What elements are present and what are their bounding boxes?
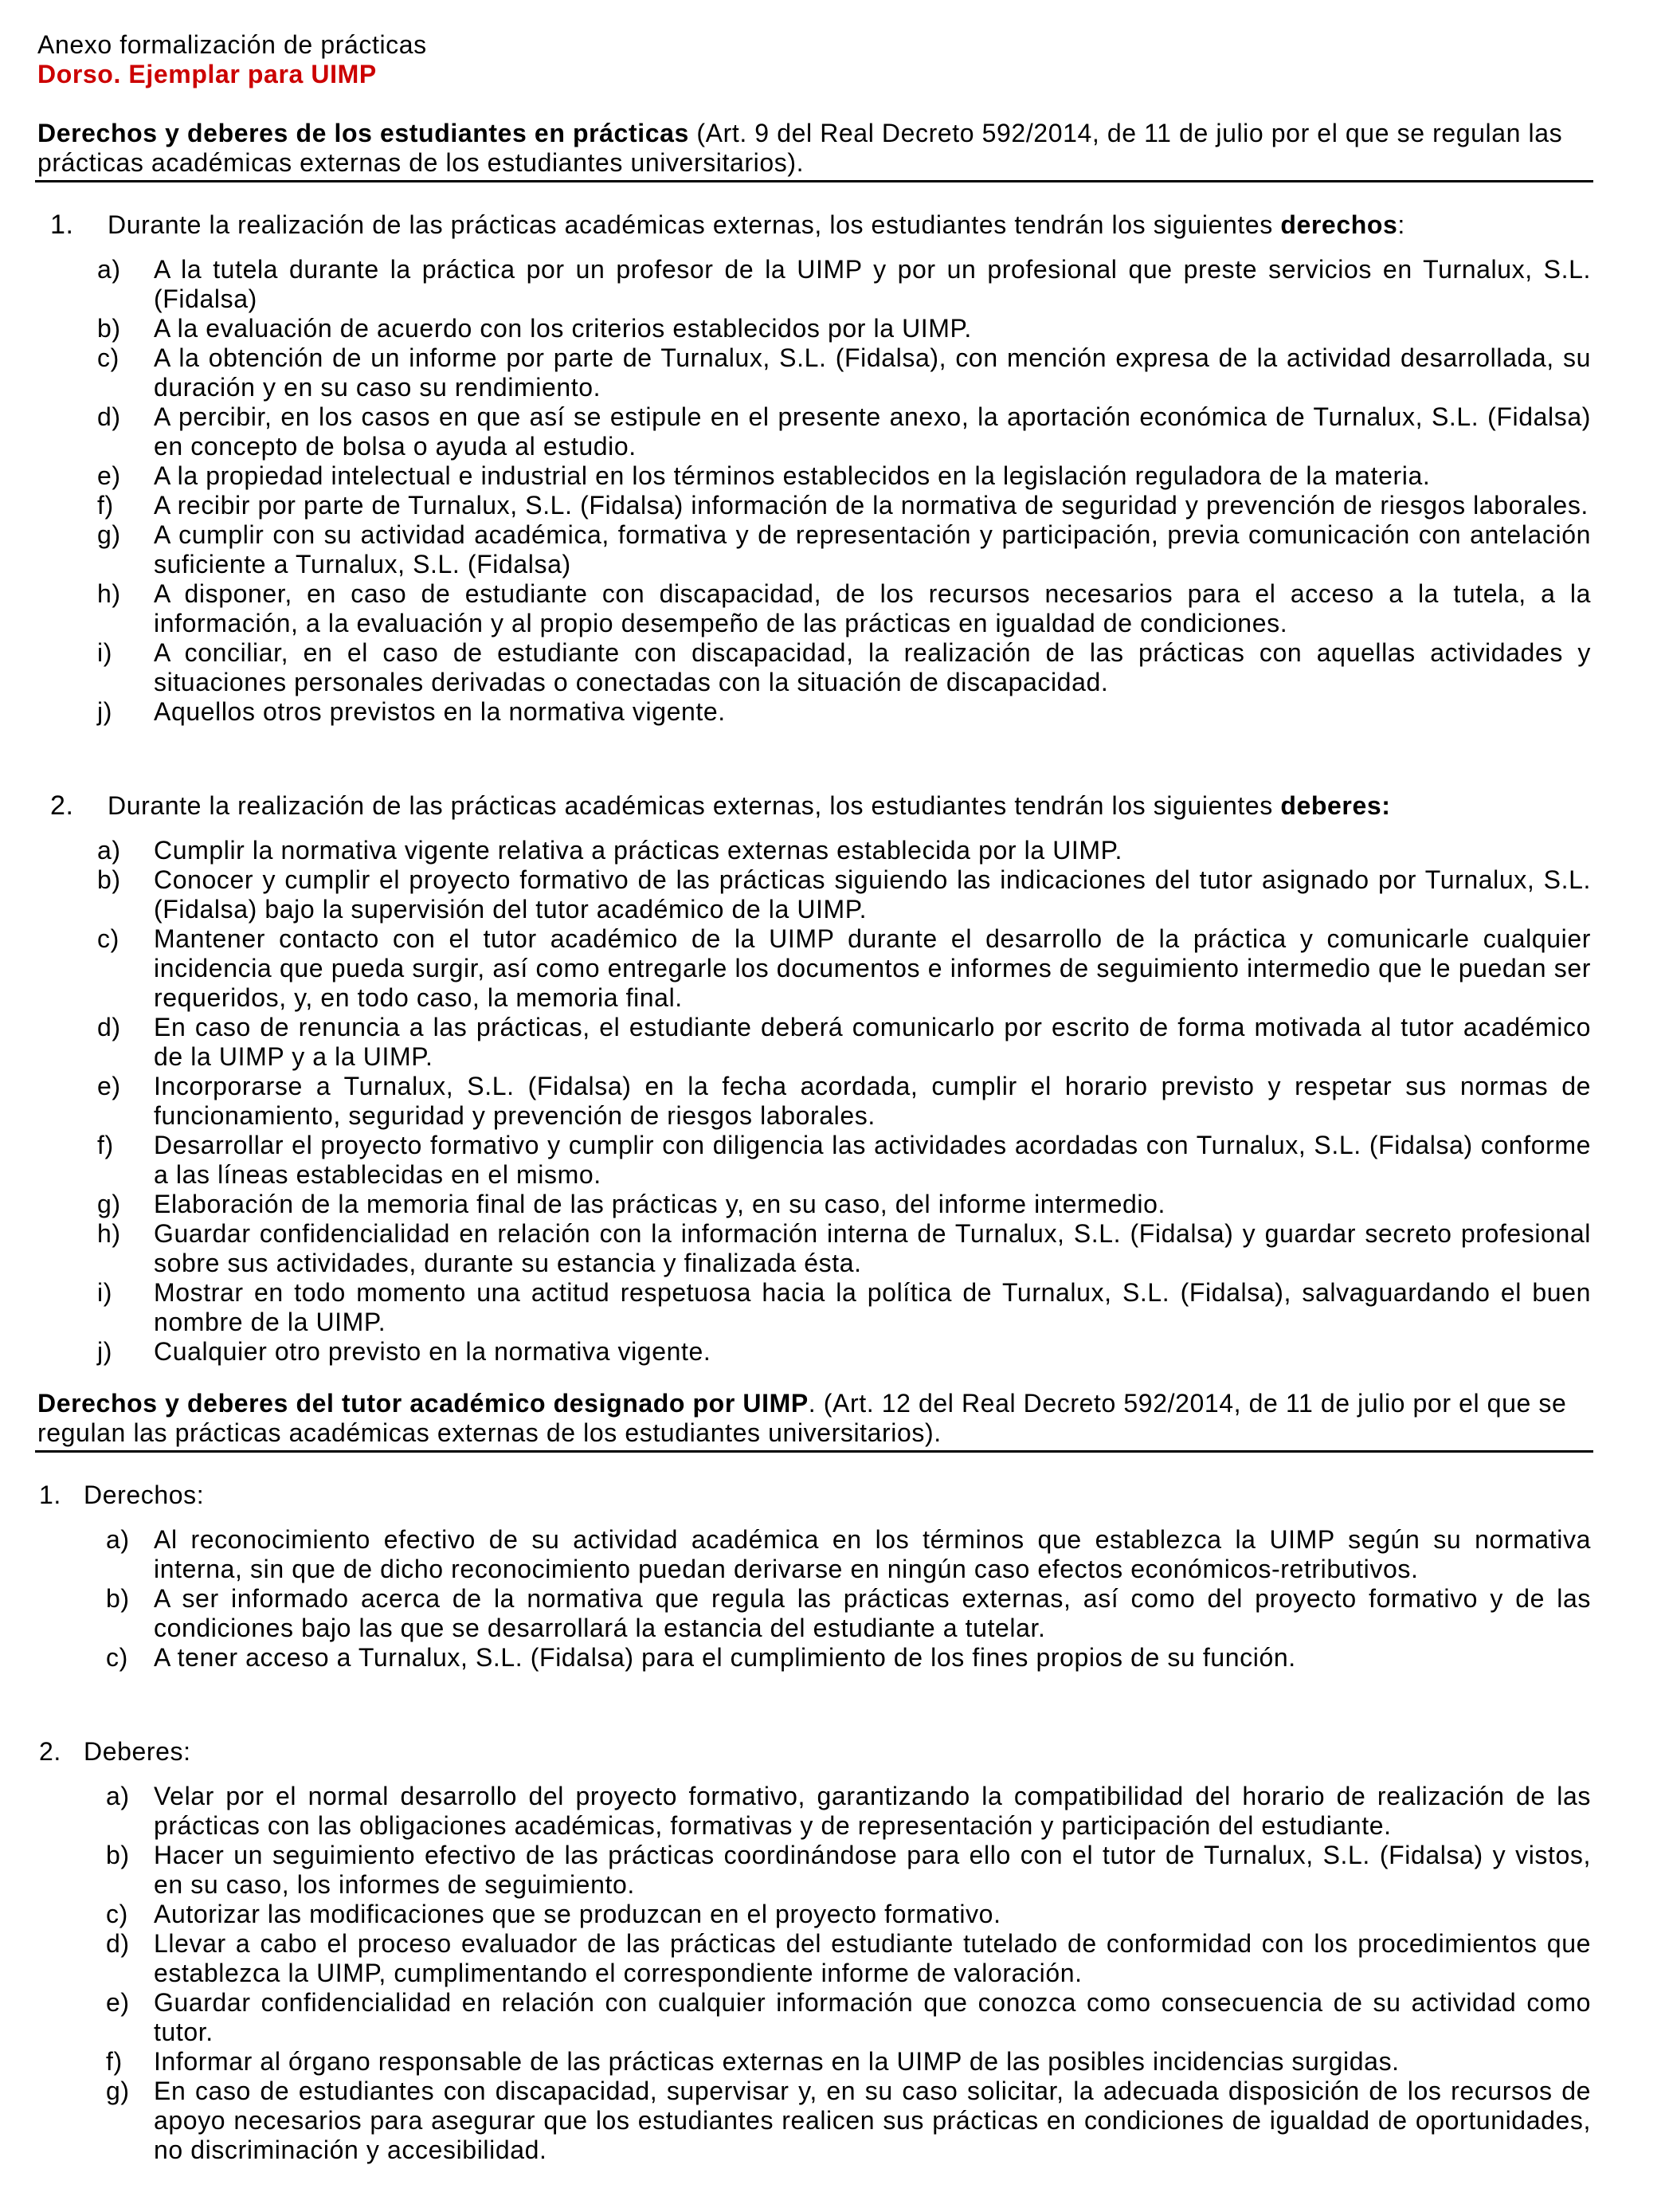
list-item [37, 1219, 1591, 1278]
item-text: A disponer, en caso de estudiante con discapacidad, de los recursos necesarios para el acceso a la tutela, a la información, a la evaluación y al propio desempeño de las prácticas en igualdad de condiciones. [154, 579, 1591, 637]
list-item [37, 1841, 1591, 1900]
item-text: Mostrar en todo momento una actitud respetuosa hacia la política de Turnalux, S.L. (Fidalsa), salvaguardando el buen nombre de la UIMP. [154, 1278, 1591, 1336]
group-number: 1. [50, 210, 74, 240]
item-text: Hacer un seguimiento efectivo de las prácticas coordinándose para ello con el tutor de Turnalux, S.L. (Fidalsa) y vistos, en su caso, los informes de seguimiento. [154, 1841, 1591, 1899]
item-label: b) [106, 1841, 130, 1869]
list-item [37, 461, 1591, 491]
item-text: Incorporarse a Turnalux, S.L. (Fidalsa) en la fecha acordada, cumplir el horario previsto y respetar sus normas de funcionamiento, seguridad y prevención de riesgos laborales. [154, 1072, 1591, 1130]
list-item [37, 836, 1591, 865]
list-item [37, 1525, 1591, 1584]
item-list [37, 1782, 1591, 2165]
group-gap [37, 727, 1591, 763]
group-intro [37, 1737, 1591, 1767]
list-item [37, 1131, 1591, 1190]
item-text: Guardar confidencialidad en relación con la información interna de Turnalux, S.L. (Fidalsa) y guardar secreto profesional sobre sus actividades, durante su estancia y finalizada ésta. [154, 1219, 1591, 1277]
list-item [37, 343, 1591, 402]
list-item [37, 1584, 1591, 1643]
item-text: En caso de estudiantes con discapacidad, supervisar y, en su caso solicitar, la adecuada disposición de los recursos de apoyo necesarios para asegurar que los estudiantes realicen sus prácticas en condiciones de igualdad de oportunidades, no discriminación y accesibilidad. [154, 2077, 1591, 2164]
item-text: Cualquier otro previsto en la normativa vigente. [154, 1337, 711, 1366]
item-text: A percibir, en los casos en que así se estipule en el presente anexo, la aportación económica de Turnalux, S.L. (Fidalsa) en concepto de bolsa o ayuda al estudio. [154, 402, 1591, 461]
group-intro [37, 1481, 1591, 1510]
item-label: i) [97, 638, 112, 667]
section-divider [35, 1450, 1593, 1453]
intro-text: Deberes: [84, 1737, 191, 1766]
intro-text-end: : [1397, 210, 1405, 239]
item-text: A la evaluación de acuerdo con los criterios establecidos por la UIMP. [154, 314, 972, 343]
item-label: a) [97, 255, 121, 284]
item-label: h) [97, 1219, 121, 1248]
section-heading-bold: Derechos y deberes de los estudiantes en prácticas [37, 119, 689, 147]
item-text: A la propiedad intelectual e industrial en los términos establecidos en la legislación reguladora de la materia. [154, 461, 1431, 490]
item-label: f) [106, 2047, 123, 2076]
document-page [37, 30, 1591, 2165]
item-list [37, 836, 1591, 1367]
section-heading-reference: . (Art. 12 del Real Decreto 592/2014, de 11 de julio por el que se regulan las prácticas académicas externas de los estudiantes universitarios). [37, 1389, 1567, 1447]
item-label: d) [97, 402, 121, 431]
list-item [37, 2077, 1591, 2165]
group-number: 1. [39, 1481, 61, 1509]
list-item [37, 1643, 1591, 1673]
item-text: Velar por el normal desarrollo del proyecto formativo, garantizando la compatibilidad del horario de realización de las prácticas con las obligaciones académicas, formativas y de representación y participación del estudiante. [154, 1782, 1591, 1840]
item-label: b) [106, 1584, 130, 1613]
item-text: Autorizar las modificaciones que se produzcan en el proyecto formativo. [154, 1900, 1001, 1928]
list-item [37, 1072, 1591, 1131]
item-label: i) [97, 1278, 112, 1307]
list-item [37, 402, 1591, 461]
item-label: a) [97, 836, 121, 865]
list-item [37, 1013, 1591, 1072]
item-text: Aquellos otros previstos en la normativa vigente. [154, 697, 726, 726]
item-list [37, 1525, 1591, 1673]
item-text: Conocer y cumplir el proyecto formativo de las prácticas siguiendo las indicaciones del tutor asignado por Turnalux, S.L. (Fidalsa) bajo la supervisión del tutor académico de la UIMP. [154, 865, 1591, 924]
item-label: c) [97, 924, 119, 953]
section-heading-reference: (Art. 9 del Real Decreto 592/2014, de 11 de julio por el que se regulan las prácticas académicas externas de los estudiantes universitarios). [37, 119, 1563, 177]
item-text: A la obtención de un informe por parte de Turnalux, S.L. (Fidalsa), con mención expresa de la actividad desarrollada, su duración y en su caso su rendimiento. [154, 343, 1591, 402]
list-item [37, 579, 1591, 638]
list-item [37, 638, 1591, 697]
list-item [37, 1278, 1591, 1337]
item-label: d) [106, 1929, 130, 1958]
list-item [37, 1900, 1591, 1929]
item-text: Al reconocimiento efectivo de su actividad académica en los términos que establezca la UIMP según su normativa interna, sin que de dicho reconocimiento puedan derivarse en ningún caso efectos económicos-retributivos. [154, 1525, 1591, 1583]
item-label: c) [106, 1643, 128, 1672]
item-text: A tener acceso a Turnalux, S.L. (Fidalsa) para el cumplimiento de los fines propios de su función. [154, 1643, 1296, 1672]
intro-text: Durante la realización de las prácticas académicas externas, los estudiantes tendrán los siguientes [108, 210, 1281, 239]
item-label: c) [106, 1900, 128, 1928]
list-item [37, 924, 1591, 1013]
item-text: Desarrollar el proyecto formativo y cumplir con diligencia las actividades acordadas con Turnalux, S.L. (Fidalsa) conforme a las líneas establecidas en el mismo. [154, 1131, 1591, 1189]
item-text: En caso de renuncia a las prácticas, el estudiante deberá comunicarlo por escrito de forma motivada al tutor académico de la UIMP y a la UIMP. [154, 1013, 1591, 1071]
item-label: g) [106, 2077, 130, 2105]
item-text: Cumplir la normativa vigente relativa a prácticas externas establecida por la UIMP. [154, 836, 1122, 865]
list-item [37, 1190, 1591, 1219]
item-text: Elaboración de la memoria final de las prácticas y, en su caso, del informe intermedio. [154, 1190, 1166, 1218]
intro-bold: deberes: [1280, 791, 1391, 820]
list-item [37, 1988, 1591, 2047]
intro-text: Derechos: [84, 1481, 205, 1509]
item-label: h) [97, 579, 121, 608]
list-item [37, 2047, 1591, 2077]
item-label: d) [97, 1013, 121, 1041]
item-label: c) [97, 343, 119, 372]
document-title: Anexo formalización de prácticas [37, 30, 427, 59]
section-heading-students [37, 119, 1591, 178]
item-text: A recibir por parte de Turnalux, S.L. (Fidalsa) información de la normativa de seguridad y prevención de riesgos laborales. [154, 491, 1589, 520]
section-heading-bold: Derechos y deberes del tutor académico designado por UIMP [37, 1389, 809, 1418]
item-label: f) [97, 491, 114, 520]
item-label: f) [97, 1131, 114, 1159]
item-label: a) [106, 1525, 130, 1554]
list-item [37, 255, 1591, 314]
item-label: e) [97, 1072, 121, 1100]
item-text: Llevar a cabo el proceso evaluador de las prácticas del estudiante tutelado de conformidad con los procedimientos que establezca la UIMP, cumplimentando el correspondiente informe de valoración. [154, 1929, 1591, 1987]
item-label: e) [106, 1988, 130, 2017]
intro-text: Durante la realización de las prácticas académicas externas, los estudiantes tendrán los siguientes [108, 791, 1281, 820]
list-item [37, 865, 1591, 924]
list-item [37, 491, 1591, 520]
item-text: Informar al órgano responsable de las prácticas externas en la UIMP de las posibles incidencias surgidas. [154, 2047, 1400, 2076]
list-item [37, 697, 1591, 727]
group-number: 2. [50, 790, 74, 821]
item-label: g) [97, 520, 121, 549]
item-label: g) [97, 1190, 121, 1218]
intro-bold: derechos [1280, 210, 1398, 239]
item-label: j) [97, 697, 112, 726]
group-gap [37, 1673, 1591, 1709]
item-label: b) [97, 865, 121, 894]
list-item [37, 314, 1591, 343]
list-item [37, 1782, 1591, 1841]
students-groups [37, 210, 1591, 1367]
tutor-groups [37, 1481, 1591, 2165]
item-label: e) [97, 461, 121, 490]
item-text: A cumplir con su actividad académica, formativa y de representación y participación, previa comunicación con antelación suficiente a Turnalux, S.L. (Fidalsa) [154, 520, 1591, 578]
item-text: A conciliar, en el caso de estudiante con discapacidad, la realización de las prácticas con aquellas actividades y situaciones personales derivadas o conectadas con la situación de discapacidad. [154, 638, 1591, 696]
list-item [37, 520, 1591, 579]
section-divider [35, 180, 1593, 182]
item-text: A la tutela durante la práctica por un profesor de la UIMP y por un profesional que preste servicios en Turnalux, S.L. (Fidalsa) [154, 255, 1591, 313]
list-item [37, 1929, 1591, 1988]
item-label: a) [106, 1782, 130, 1810]
group-intro [37, 791, 1591, 821]
item-label: j) [97, 1337, 112, 1366]
section-heading-tutor [37, 1389, 1591, 1448]
group-number: 2. [39, 1737, 61, 1766]
document-subtitle: Dorso. Ejemplar para UIMP [37, 60, 377, 88]
item-label: b) [97, 314, 121, 343]
list-item [37, 1337, 1591, 1367]
item-text: A ser informado acerca de la normativa que regula las prácticas externas, así como del proyecto formativo y de las condiciones bajo las que se desarrollará la estancia del estudiante a tutelar. [154, 1584, 1591, 1642]
group-intro [37, 210, 1591, 240]
item-list [37, 255, 1591, 727]
item-text: Guardar confidencialidad en relación con cualquier información que conozca como consecuencia de su actividad como tutor. [154, 1988, 1591, 2046]
item-text: Mantener contacto con el tutor académico de la UIMP durante el desarrollo de la práctica y comunicarle cualquier incidencia que pueda surgir, así como entregarle los documentos e informes de seguimiento intermedio que le puedan ser requeridos, y, en todo caso, la memoria final. [154, 924, 1591, 1012]
